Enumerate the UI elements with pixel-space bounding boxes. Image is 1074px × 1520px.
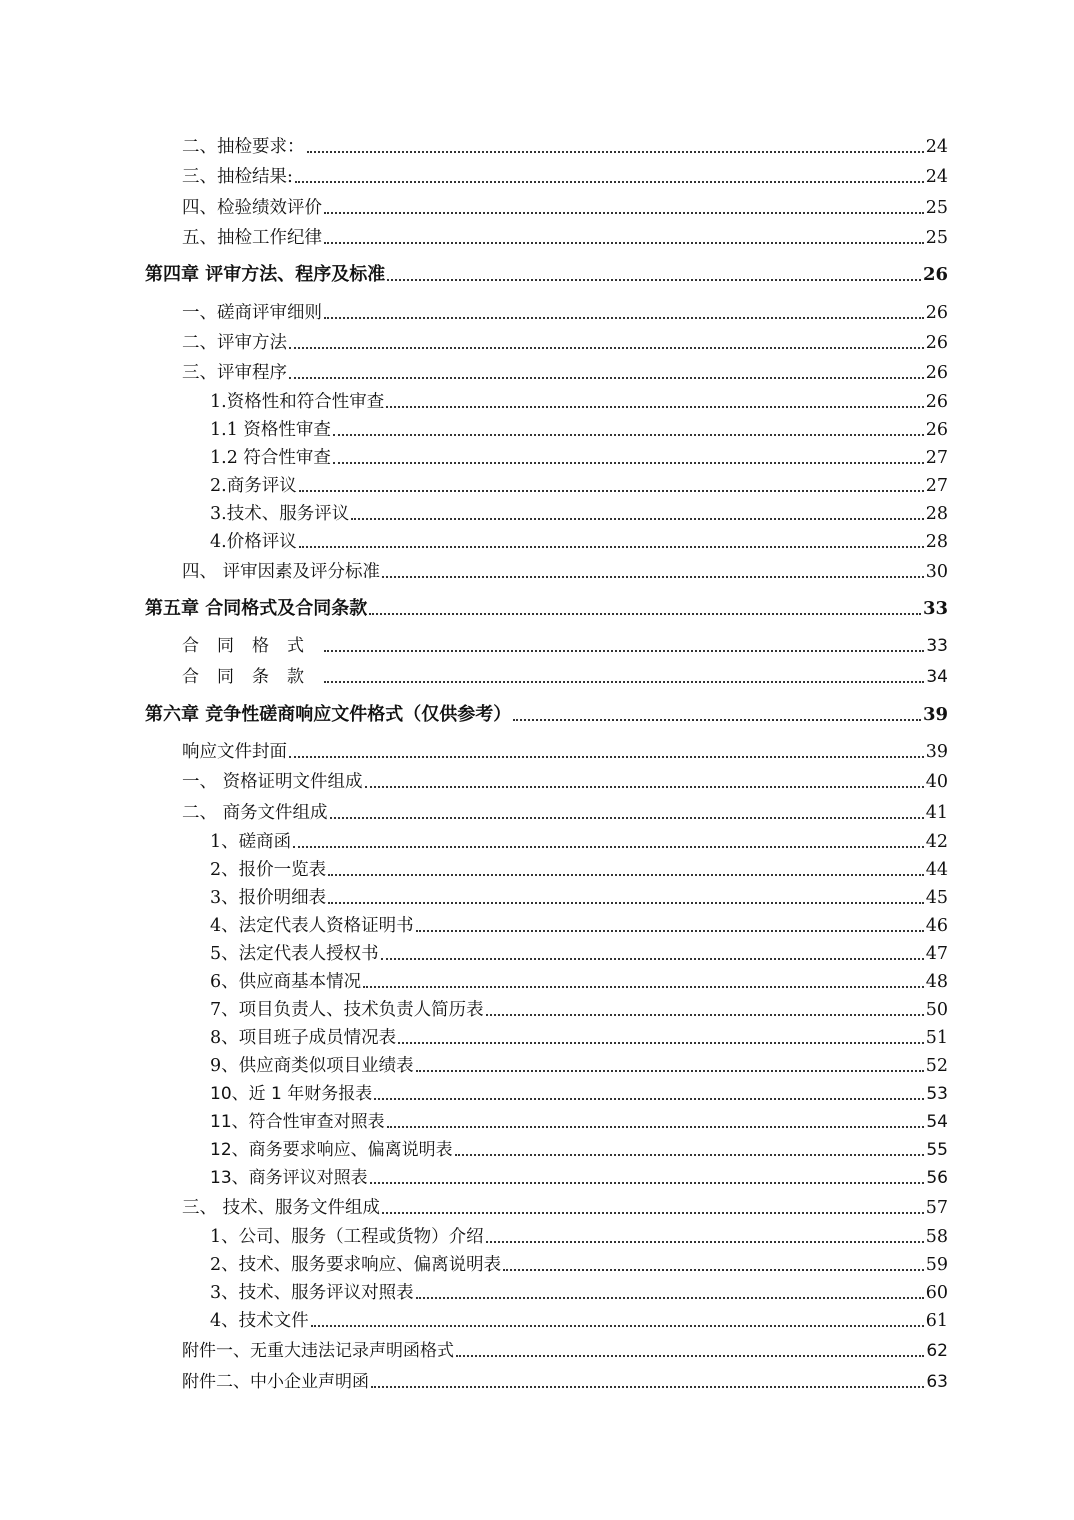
toc-page-number: 41 bbox=[925, 803, 948, 823]
toc-entry[interactable] bbox=[0, 158, 948, 188]
toc-entry-label: 4、法定代表人资格证明书 bbox=[210, 916, 414, 936]
toc-page-number: 27 bbox=[925, 476, 948, 496]
toc-page-number: 24 bbox=[925, 137, 948, 157]
toc-page-number: 26 bbox=[925, 392, 948, 412]
toc-entry-label: 二、评审方法 bbox=[182, 333, 287, 353]
leader-dots bbox=[386, 406, 924, 408]
toc-entry[interactable] bbox=[0, 935, 948, 965]
toc-entry-label: 1.2 符合性审查 bbox=[210, 448, 331, 468]
toc-page-number: 33 bbox=[922, 598, 948, 619]
toc-entry-label: 3.技术、服务评议 bbox=[210, 504, 350, 524]
toc-page-number: 61 bbox=[925, 1311, 948, 1331]
toc-page-number: 24 bbox=[925, 167, 948, 187]
toc-entry-label: 1、公司、服务（工程或货物）介绍 bbox=[210, 1227, 484, 1247]
leader-dots bbox=[289, 347, 924, 349]
toc-page-number: 26 bbox=[925, 303, 948, 323]
toc-entry[interactable] bbox=[0, 467, 948, 497]
leader-dots bbox=[369, 613, 921, 615]
toc-entry-label: 6、供应商基本情况 bbox=[210, 972, 362, 992]
leader-dots bbox=[387, 279, 921, 281]
leader-dots bbox=[371, 1386, 924, 1388]
toc-page-number: 48 bbox=[925, 972, 948, 992]
toc-entry-label: 4、技术文件 bbox=[210, 1311, 309, 1331]
toc-entry[interactable] bbox=[0, 1103, 948, 1133]
leader-dots bbox=[416, 1070, 924, 1072]
leader-dots bbox=[382, 576, 924, 578]
toc-page-number: 33 bbox=[926, 636, 948, 656]
toc-entry[interactable] bbox=[0, 1131, 948, 1161]
toc-entry[interactable] bbox=[0, 411, 948, 441]
toc-page-number: 62 bbox=[926, 1341, 948, 1361]
toc-appendix-2[interactable] bbox=[0, 1363, 948, 1393]
toc-page-number: 27 bbox=[925, 448, 948, 468]
toc-entry-label: 四、检验绩效评价 bbox=[182, 198, 322, 218]
leader-dots bbox=[311, 1325, 924, 1327]
toc-entry[interactable] bbox=[0, 1075, 948, 1105]
toc-page-number: 25 bbox=[925, 228, 948, 248]
toc-entry-label: 附件一、无重大违法记录声明函格式 bbox=[182, 1341, 454, 1361]
toc-page-number: 63 bbox=[926, 1372, 948, 1392]
toc-entry-label: 合同格式 bbox=[182, 636, 322, 656]
toc-entry-label: 1、磋商函 bbox=[210, 832, 292, 852]
toc-page-number: 39 bbox=[925, 742, 948, 762]
toc-entry-label: 12、商务要求响应、偏离说明表 bbox=[210, 1140, 453, 1160]
leader-dots bbox=[363, 986, 924, 988]
leader-dots bbox=[289, 377, 924, 379]
toc-page-number: 26 bbox=[925, 363, 948, 383]
toc-page-number: 55 bbox=[926, 1140, 948, 1160]
toc-entry[interactable] bbox=[0, 1019, 948, 1049]
toc-entry-label: 10、近 1 年财务报表 bbox=[210, 1084, 373, 1104]
toc-entry[interactable] bbox=[0, 354, 948, 384]
toc-entry-label: 合同条款 bbox=[182, 667, 322, 687]
toc-entry-label: 第五章 合同格式及合同条款 bbox=[145, 598, 368, 619]
leader-dots bbox=[333, 434, 924, 436]
leader-dots bbox=[455, 1154, 925, 1156]
toc-page-number: 58 bbox=[925, 1227, 948, 1247]
toc-entry[interactable] bbox=[0, 553, 948, 583]
toc-entry[interactable] bbox=[0, 879, 948, 909]
toc-page-number: 39 bbox=[922, 704, 948, 725]
leader-dots bbox=[324, 681, 924, 683]
toc-entry-label: 第四章 评审方法、程序及标准 bbox=[145, 264, 386, 285]
toc-entry[interactable] bbox=[0, 219, 948, 249]
leader-dots bbox=[307, 151, 924, 153]
toc-page-number: 40 bbox=[925, 772, 948, 792]
toc-page-number: 46 bbox=[925, 916, 948, 936]
leader-dots bbox=[486, 1241, 924, 1243]
toc-entry-label: 一、 资格证明文件组成 bbox=[182, 772, 363, 792]
toc-page-number: 42 bbox=[925, 832, 948, 852]
toc-entry[interactable] bbox=[0, 128, 948, 158]
leader-dots bbox=[324, 212, 924, 214]
toc-entry[interactable] bbox=[0, 963, 948, 993]
toc-entry[interactable] bbox=[0, 1047, 948, 1077]
leader-dots bbox=[328, 874, 924, 876]
leader-dots bbox=[398, 1042, 924, 1044]
toc-page-number: 56 bbox=[926, 1168, 948, 1188]
toc-entry-label: 四、 评审因素及评分标准 bbox=[182, 562, 381, 582]
toc-page-number: 44 bbox=[925, 860, 948, 880]
toc-page-number: 26 bbox=[925, 420, 948, 440]
toc-entry[interactable] bbox=[0, 1159, 948, 1189]
leader-dots bbox=[513, 719, 921, 721]
toc-entry[interactable] bbox=[0, 658, 948, 688]
toc-entry[interactable] bbox=[0, 851, 948, 881]
leader-dots bbox=[330, 817, 924, 819]
toc-entry-label: 2、技术、服务要求响应、偏离说明表 bbox=[210, 1255, 502, 1275]
toc-entry[interactable] bbox=[0, 189, 948, 219]
toc-entry[interactable] bbox=[0, 991, 948, 1021]
toc-chapter-4[interactable] bbox=[0, 256, 948, 286]
toc-entry-label: 5、法定代表人授权书 bbox=[210, 944, 379, 964]
toc-page-number: 34 bbox=[926, 667, 948, 687]
toc-page-number: 59 bbox=[925, 1255, 948, 1275]
toc-entry[interactable] bbox=[0, 1189, 948, 1219]
toc-entry-label: 2.商务评议 bbox=[210, 476, 297, 496]
toc-entry[interactable] bbox=[0, 1302, 948, 1332]
toc-chapter-6[interactable] bbox=[0, 696, 948, 726]
toc-page-number: 28 bbox=[925, 532, 948, 552]
toc-entry-label: 五、抽检工作纪律 bbox=[182, 228, 322, 248]
leader-dots bbox=[289, 756, 924, 758]
toc-page-number: 25 bbox=[925, 198, 948, 218]
toc-page-number: 45 bbox=[925, 888, 948, 908]
toc-entry-label: 三、抽检结果: bbox=[182, 167, 293, 187]
toc-entry-label: 二、 商务文件组成 bbox=[182, 803, 328, 823]
toc-entry[interactable] bbox=[0, 1274, 948, 1304]
toc-page-number: 26 bbox=[925, 333, 948, 353]
toc-page-number: 50 bbox=[925, 1000, 948, 1020]
toc-entry[interactable] bbox=[0, 907, 948, 937]
toc-page-number: 53 bbox=[926, 1084, 948, 1104]
toc-entry-label: 9、供应商类似项目业绩表 bbox=[210, 1056, 414, 1076]
toc-entry-label: 2、报价一览表 bbox=[210, 860, 327, 880]
toc-entry-label: 附件二、中小企业声明函 bbox=[182, 1372, 369, 1392]
toc-entry-label: 8、项目班子成员情况表 bbox=[210, 1028, 397, 1048]
leader-dots bbox=[299, 546, 924, 548]
leader-dots bbox=[295, 181, 924, 183]
leader-dots bbox=[293, 846, 924, 848]
toc-entry[interactable] bbox=[0, 794, 948, 824]
toc-entry[interactable] bbox=[0, 294, 948, 324]
toc-entry-label: 1.1 资格性审查 bbox=[210, 420, 331, 440]
toc-entry[interactable] bbox=[0, 823, 948, 853]
toc-chapter-5[interactable] bbox=[0, 590, 948, 620]
toc-page-number: 26 bbox=[922, 264, 948, 285]
toc-entry-label: 三、 技术、服务文件组成 bbox=[182, 1198, 381, 1218]
toc-page-number: 54 bbox=[926, 1112, 948, 1132]
toc-entry-label: 第六章 竞争性磋商响应文件格式（仅供参考） bbox=[145, 704, 512, 725]
toc-entry-label: 4.价格评议 bbox=[210, 532, 297, 552]
toc-entry-label: 11、符合性审查对照表 bbox=[210, 1112, 385, 1132]
toc-entry-label: 三、评审程序 bbox=[182, 363, 287, 383]
toc-entry-label: 13、商务评议对照表 bbox=[210, 1168, 368, 1188]
leader-dots bbox=[416, 930, 924, 932]
toc-entry-label: 响应文件封面 bbox=[182, 742, 287, 762]
leader-dots bbox=[503, 1269, 924, 1271]
leader-dots bbox=[416, 1297, 924, 1299]
toc-entry-label: 一、磋商评审细则 bbox=[182, 303, 322, 323]
toc-appendix-1[interactable] bbox=[0, 1332, 948, 1362]
toc-page-number: 47 bbox=[925, 944, 948, 964]
toc-entry-label: 7、项目负责人、技术负责人简历表 bbox=[210, 1000, 484, 1020]
leader-dots bbox=[382, 1212, 924, 1214]
leader-dots bbox=[387, 1126, 925, 1128]
leader-dots bbox=[381, 958, 924, 960]
leader-dots bbox=[456, 1355, 924, 1357]
toc-entry[interactable] bbox=[0, 733, 948, 763]
toc-page-number: 51 bbox=[925, 1028, 948, 1048]
toc-entry-label: 二、抽检要求： bbox=[182, 137, 305, 157]
toc-entry[interactable] bbox=[0, 523, 948, 553]
leader-dots bbox=[324, 242, 924, 244]
leader-dots bbox=[299, 490, 924, 492]
toc-entry-label: 1.资格性和符合性审查 bbox=[210, 392, 385, 412]
leader-dots bbox=[328, 902, 924, 904]
toc-entry-label: 3、技术、服务评议对照表 bbox=[210, 1283, 414, 1303]
toc-entry-label: 3、报价明细表 bbox=[210, 888, 327, 908]
toc-page-number: 60 bbox=[925, 1283, 948, 1303]
toc-entry[interactable] bbox=[0, 439, 948, 469]
toc-entry[interactable] bbox=[0, 1246, 948, 1276]
toc-entry[interactable] bbox=[0, 495, 948, 525]
toc-entry[interactable] bbox=[0, 324, 948, 354]
leader-dots bbox=[486, 1014, 924, 1016]
toc-entry[interactable] bbox=[0, 383, 948, 413]
leader-dots bbox=[365, 786, 924, 788]
toc-page-number: 52 bbox=[925, 1056, 948, 1076]
toc-entry[interactable] bbox=[0, 1218, 948, 1248]
leader-dots bbox=[333, 462, 924, 464]
toc-page-number: 57 bbox=[925, 1198, 948, 1218]
leader-dots bbox=[324, 650, 924, 652]
toc-page-number: 28 bbox=[925, 504, 948, 524]
leader-dots bbox=[374, 1098, 924, 1100]
leader-dots bbox=[370, 1182, 925, 1184]
toc-entry[interactable] bbox=[0, 627, 948, 657]
toc-entry[interactable] bbox=[0, 763, 948, 793]
leader-dots bbox=[324, 317, 924, 319]
leader-dots bbox=[351, 518, 924, 520]
toc-page-number: 30 bbox=[925, 562, 948, 582]
